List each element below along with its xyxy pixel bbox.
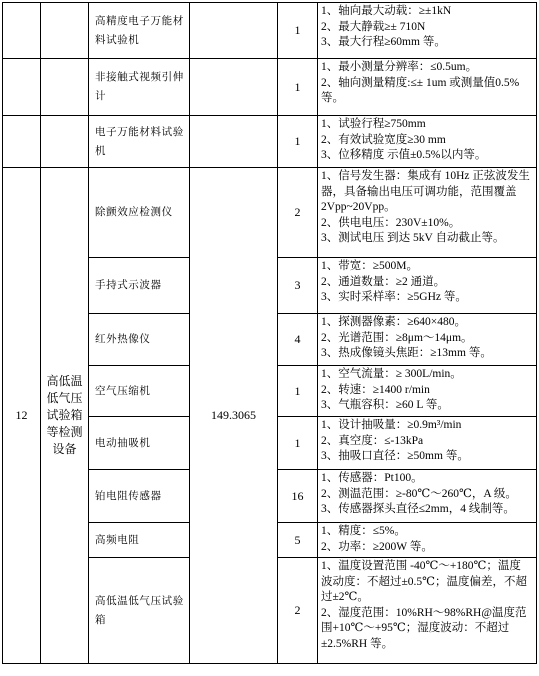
- spec-line: 1、精度：≤5%。: [321, 525, 406, 537]
- blank-category-cell: [41, 116, 89, 168]
- spec-line: 2、真空度：≤-13kPa: [321, 434, 424, 447]
- category-no: 12: [3, 168, 41, 664]
- spec-line: 2、有效试验宽度≥30 mm: [321, 133, 446, 146]
- spec-line: 2、测温范围：≥-80℃～260℃，A 级。: [321, 487, 517, 500]
- item-name: 电动抽吸机: [89, 417, 190, 470]
- blank-price-cell: [190, 3, 278, 59]
- blank-category-cell: [41, 3, 89, 59]
- spec-line: 2、湿度范围：10%RH～98%RH@温度范围+10℃～+95℃；湿度波动：不超过±2.5%RH 等。: [321, 606, 527, 650]
- item-specs: [318, 558, 537, 664]
- category-price: 149.3065: [190, 168, 278, 664]
- spec-line: 2、轴向测量精度:≤± 1um 或测量值0.5%等。: [321, 76, 520, 104]
- item-name: 高频电阻: [89, 523, 190, 558]
- spec-line: 2、通道数量：≥2 通道。: [321, 275, 446, 288]
- spec-line: 2、光谱范围：≥8μm～14μm。: [321, 331, 473, 344]
- item-name: 手持式示波器: [89, 258, 190, 314]
- item-qty: 16: [278, 470, 318, 523]
- table-row: [3, 116, 537, 168]
- spec-line: 3、实时采样率：≥5GHz 等。: [321, 291, 467, 303]
- spec-line: 1、探测器像素：≥640×480。: [321, 316, 467, 328]
- blank-price-cell: [190, 59, 278, 116]
- item-name: 高精度电子万能材料试验机: [89, 3, 190, 59]
- item-name: 红外热像仪: [89, 314, 190, 366]
- spec-line: 1、空气流量：≥ 300L/min。: [321, 368, 462, 380]
- blank-no-cell: [3, 3, 41, 59]
- item-name: 空气压缩机: [89, 366, 190, 417]
- spec-line: 3、气瓶容积：≥60 L 等。: [321, 399, 449, 411]
- spec-line: 1、带宽：≥500M。: [321, 260, 419, 272]
- item-qty: 1: [278, 59, 318, 116]
- spec-line: 1、轴向最大动载：≥±1kN: [321, 5, 452, 17]
- category-name: 高低温低气压试验箱等检测设备: [41, 168, 89, 664]
- spec-line: 1、温度设置范围 -40℃～+180℃；温度波动度：不超过±0.5℃；温度偏差，不超过±2℃。: [321, 560, 528, 603]
- spec-line: 2、供电电压：230V±10%。: [321, 216, 461, 229]
- table-row: [3, 59, 537, 116]
- item-name: 铂电阻传感器: [89, 470, 190, 523]
- item-name: 电子万能材料试验机: [89, 116, 190, 168]
- spec-line: 1、传感器：Pt100。: [321, 472, 423, 484]
- spec-line: 2、功率：≥200W 等。: [321, 540, 433, 553]
- item-specs: [318, 470, 537, 523]
- item-qty: 2: [278, 168, 318, 258]
- item-qty: 1: [278, 116, 318, 168]
- item-qty: 1: [278, 417, 318, 470]
- item-qty: 3: [278, 258, 318, 314]
- spec-line: 2、转速：≥1400 r/min: [321, 383, 430, 396]
- spec-line: 3、测试电压 到达 5kV 自动截止等。: [321, 232, 505, 244]
- item-specs: [318, 523, 537, 558]
- item-qty: 5: [278, 523, 318, 558]
- item-specs: [318, 168, 537, 258]
- blank-no-cell: [3, 116, 41, 168]
- item-specs: [318, 366, 537, 417]
- spec-line: 1、信号发生器：集成有 10Hz 正弦波发生器，具备输出电压可调功能，范围覆盖 2Vpp~20Vpp。: [321, 170, 530, 213]
- spec-line: 3、热成像镜头焦距：≥13mm 等。: [321, 347, 492, 359]
- item-qty: 1: [278, 366, 318, 417]
- spec-line: 2、最大静载≥± 710N: [321, 20, 426, 33]
- equipment-spec-table: [2, 2, 537, 664]
- item-specs: [318, 258, 537, 314]
- item-name: 除颤效应检测仪: [89, 168, 190, 258]
- blank-category-cell: [41, 59, 89, 116]
- spec-line: 1、最小测量分辨率：≤0.5um。: [321, 61, 478, 73]
- spec-line: 3、传感器探头直径≤2mm，4 线制等。: [321, 503, 515, 515]
- spec-line: 1、设计抽吸量：≥0.9m³/min: [321, 419, 462, 431]
- blank-price-cell: [190, 116, 278, 168]
- item-name: 非接触式视频引伸计: [89, 59, 190, 116]
- item-qty: 1: [278, 3, 318, 59]
- item-qty: 4: [278, 314, 318, 366]
- item-name: 高低温低气压试验箱: [89, 558, 190, 664]
- item-specs: [318, 314, 537, 366]
- table-row: [3, 3, 537, 59]
- spec-line: 3、抽吸口直径：≥50mm 等。: [321, 450, 469, 462]
- blank-no-cell: [3, 59, 41, 116]
- spec-line: 1、试验行程≥750mm: [321, 118, 426, 130]
- spec-line: 3、位移精度 示值±0.5%以内等。: [321, 149, 487, 161]
- spec-line: 3、最大行程≥60mm 等。: [321, 36, 446, 48]
- table-row: [3, 168, 537, 258]
- item-specs: [318, 59, 537, 116]
- item-specs: [318, 3, 537, 59]
- item-specs: [318, 417, 537, 470]
- item-qty: 2: [278, 558, 318, 664]
- item-specs: [318, 116, 537, 168]
